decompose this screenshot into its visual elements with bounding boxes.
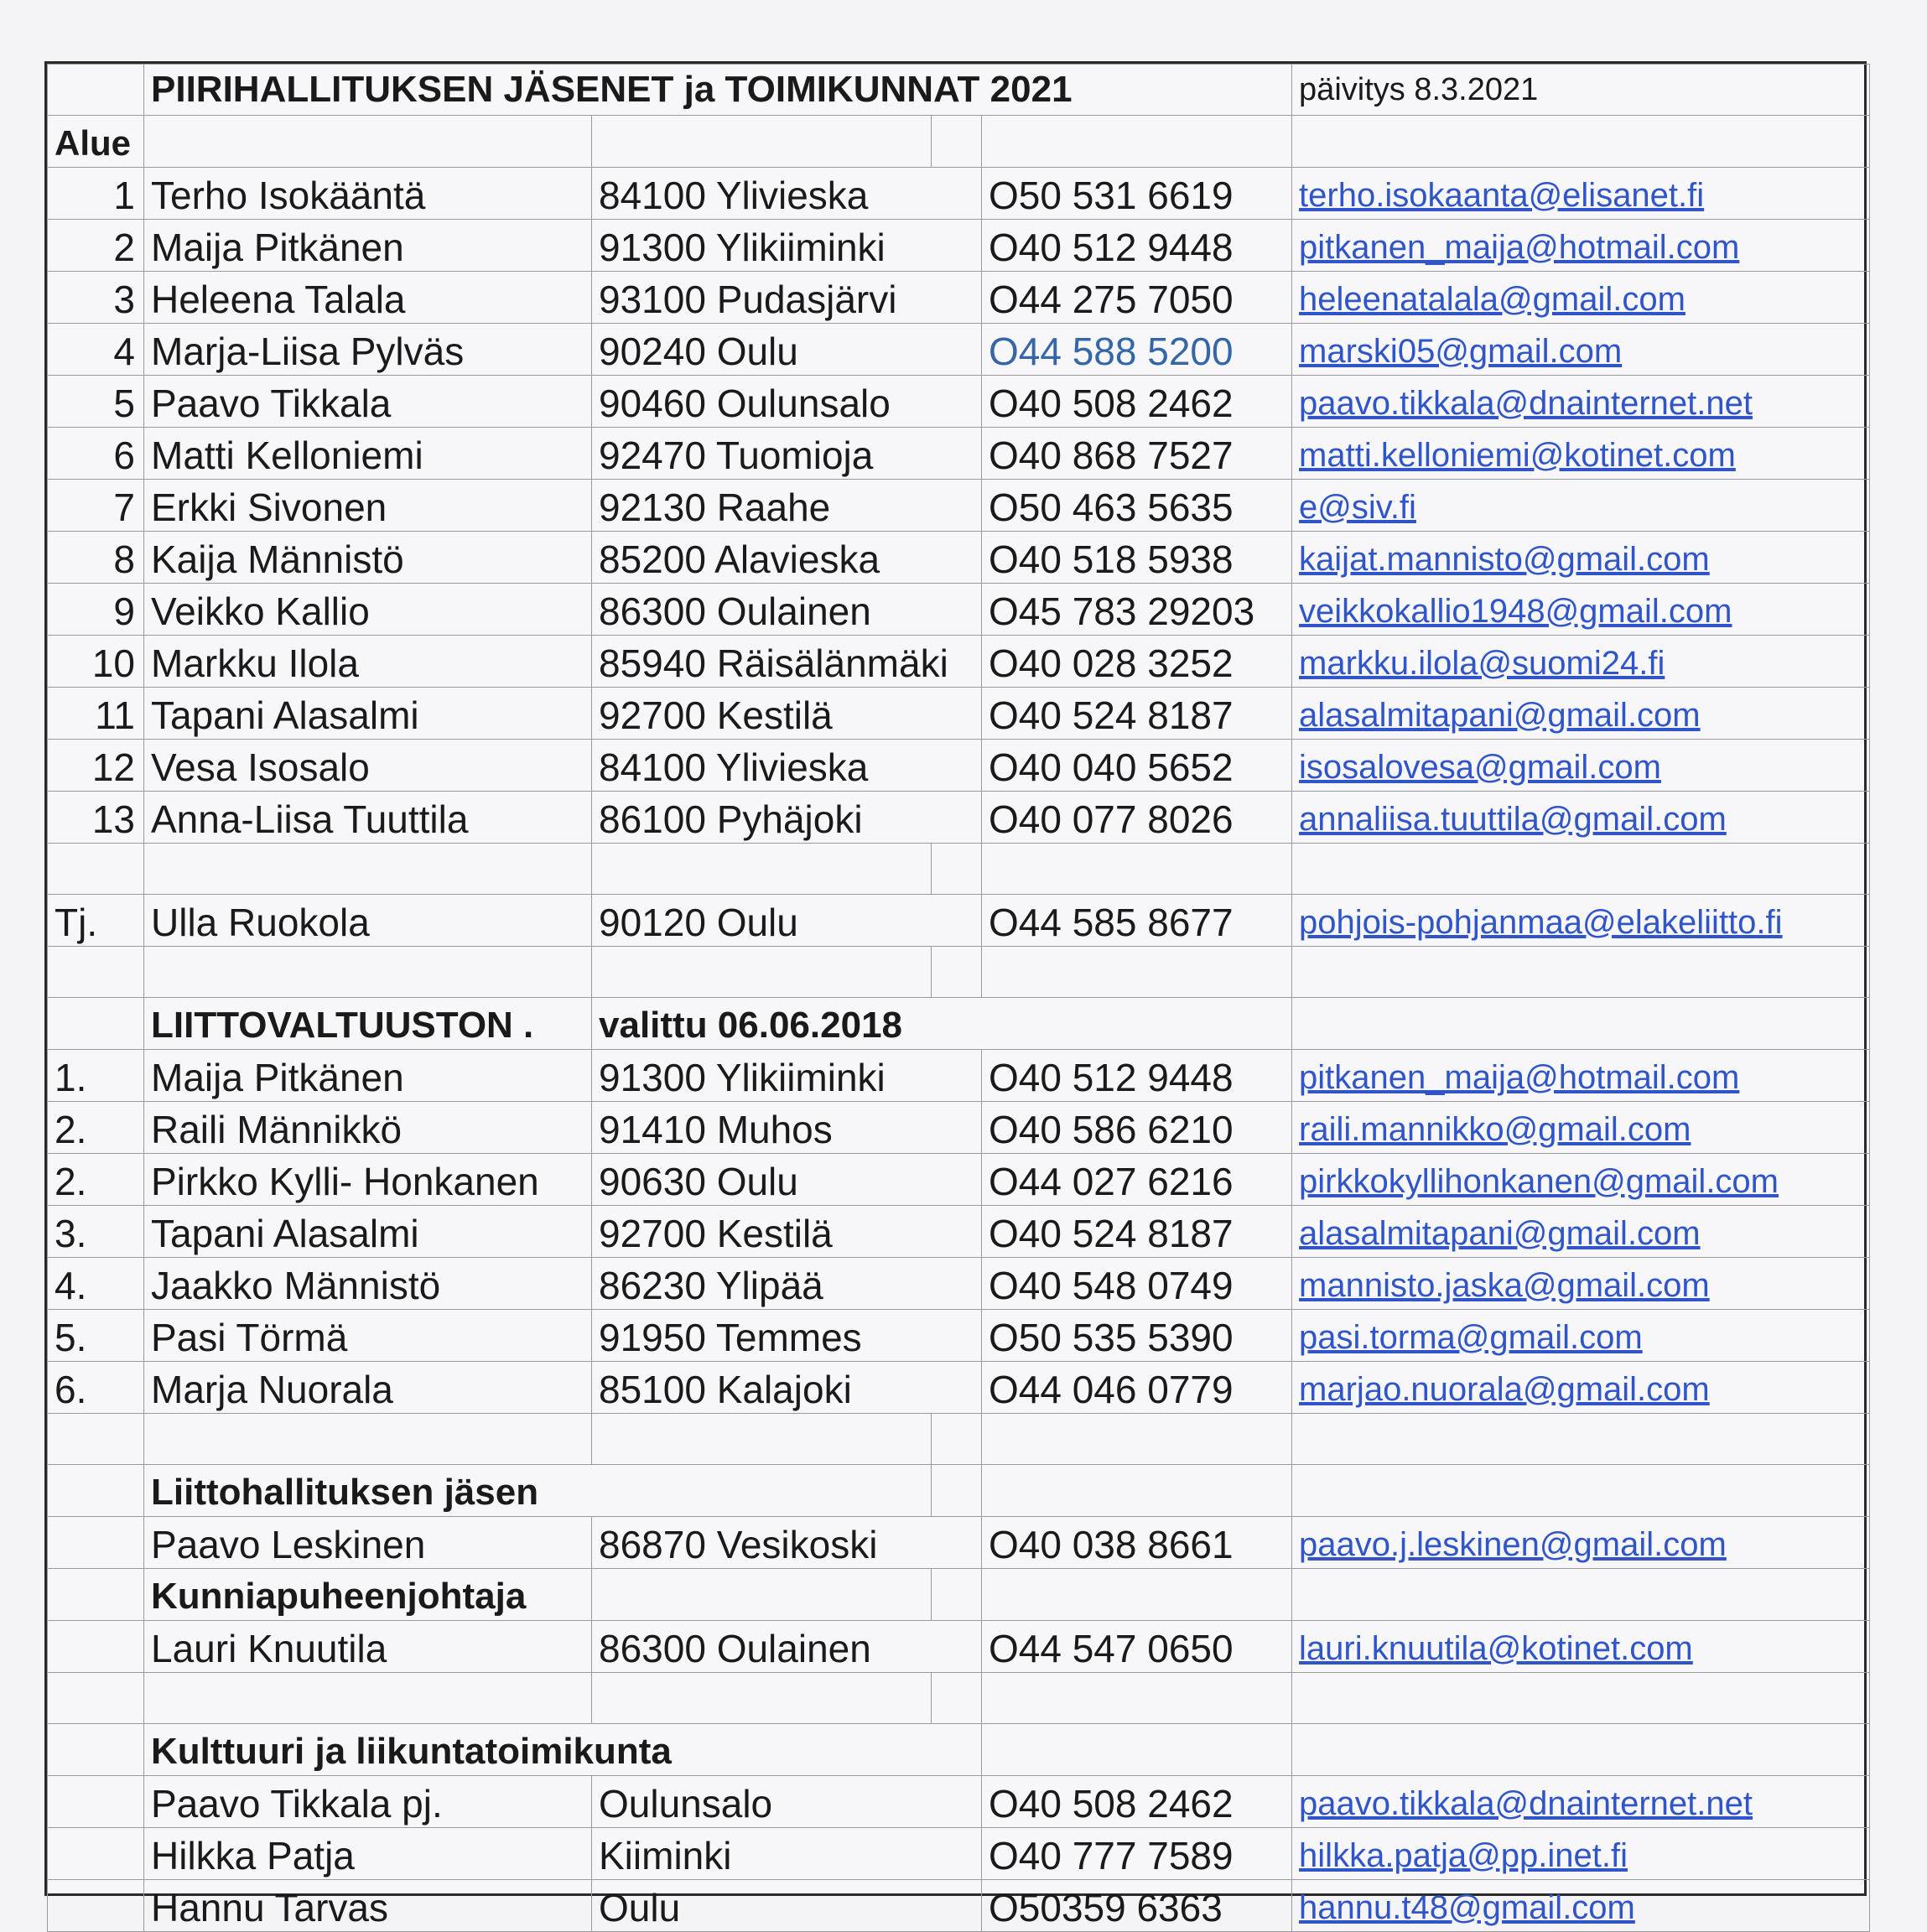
board-member-row <box>48 584 1870 636</box>
member-phone: O40 077 8026 <box>982 792 1292 844</box>
member-city: 92700 Kestilä <box>592 688 982 740</box>
member-email[interactable]: e@siv.fi <box>1292 480 1870 532</box>
row-number: 11 <box>48 688 144 740</box>
member-phone: O40 548 0749 <box>982 1258 1292 1310</box>
member-name: Tapani Alasalmi <box>144 1206 592 1258</box>
spacer-row <box>48 947 1870 998</box>
member-email[interactable]: isosalovesa@gmail.com <box>1292 740 1870 792</box>
board-member-row <box>48 324 1870 376</box>
board-member-row <box>48 740 1870 792</box>
member-phone: O44 588 5200 <box>982 324 1292 376</box>
area-label-row <box>48 116 1870 168</box>
member-email[interactable]: annaliisa.tuuttila@gmail.com <box>1292 792 1870 844</box>
row-number: 6. <box>48 1362 144 1414</box>
member-city: 92700 Kestilä <box>592 1206 982 1258</box>
member-name: Paavo Tikkala <box>144 376 592 428</box>
member-name: Erkki Sivonen <box>144 480 592 532</box>
council-member-row <box>48 1362 1870 1414</box>
member-city: 84100 Ylivieska <box>592 740 982 792</box>
member-name: Raili Männikkö <box>144 1102 592 1154</box>
row-number: 10 <box>48 636 144 688</box>
council-member-row <box>48 1050 1870 1102</box>
member-name: Maija Pitkänen <box>144 220 592 272</box>
member-phone: O45 783 29203 <box>982 584 1292 636</box>
member-name: Paavo Tikkala pj. <box>144 1776 592 1828</box>
culture-heading-row <box>48 1724 1870 1776</box>
member-phone: O44 585 8677 <box>982 895 1292 947</box>
member-email[interactable]: heleenatalala@gmail.com <box>1292 272 1870 324</box>
council-member-row <box>48 1154 1870 1206</box>
board-member-row <box>48 792 1870 844</box>
member-name: Kaija Männistö <box>144 532 592 584</box>
member-email[interactable]: raili.mannikko@gmail.com <box>1292 1102 1870 1154</box>
member-city: 91410 Muhos <box>592 1102 982 1154</box>
member-name: Ulla Ruokola <box>144 895 592 947</box>
member-email[interactable]: alasalmitapani@gmail.com <box>1292 1206 1870 1258</box>
row-number: 8 <box>48 532 144 584</box>
board-member-row <box>48 480 1870 532</box>
member-email[interactable]: pitkanen_maija@hotmail.com <box>1292 1050 1870 1102</box>
member-email[interactable]: pohjois-pohjanmaa@elakeliitto.fi <box>1292 895 1870 947</box>
member-phone: O44 547 0650 <box>982 1621 1292 1673</box>
member-city: 86230 Ylipää <box>592 1258 982 1310</box>
board-member-row <box>48 636 1870 688</box>
member-name: Marja Nuorala <box>144 1362 592 1414</box>
section-heading: Kunniapuheenjohtaja <box>144 1569 592 1621</box>
member-name: Maija Pitkänen <box>144 1050 592 1102</box>
union-board-member-row <box>48 1517 1870 1569</box>
member-email[interactable]: paavo.tikkala@dnainternet.net <box>1292 376 1870 428</box>
council-member-row <box>48 1102 1870 1154</box>
culture-member-row <box>48 1880 1870 1932</box>
row-number: 2. <box>48 1154 144 1206</box>
member-city: 85100 Kalajoki <box>592 1362 982 1414</box>
row-number <box>48 1776 144 1828</box>
member-email[interactable]: paavo.j.leskinen@gmail.com <box>1292 1517 1870 1569</box>
row-number: 13 <box>48 792 144 844</box>
member-name: Matti Kelloniemi <box>144 428 592 480</box>
contact-table <box>47 64 1870 1932</box>
member-phone: O50 531 6619 <box>982 168 1292 220</box>
member-phone: O50 535 5390 <box>982 1310 1292 1362</box>
member-email[interactable]: markku.ilola@suomi24.fi <box>1292 636 1870 688</box>
member-name: Hannu Tarvas <box>144 1880 592 1932</box>
document-sheet <box>44 61 1867 1929</box>
row-number: Tj. <box>48 895 144 947</box>
member-name: Pirkko Kylli- Honkanen <box>144 1154 592 1206</box>
board-member-row <box>48 688 1870 740</box>
member-name: Marja-Liisa Pylväs <box>144 324 592 376</box>
council-members <box>48 1050 1870 1414</box>
board-member-row <box>48 376 1870 428</box>
member-name: Jaakko Männistö <box>144 1258 592 1310</box>
member-email[interactable]: alasalmitapani@gmail.com <box>1292 688 1870 740</box>
member-email[interactable]: veikkokallio1948@gmail.com <box>1292 584 1870 636</box>
honorary-heading-row <box>48 1569 1870 1621</box>
board-member-row <box>48 168 1870 220</box>
member-city: 84100 Ylivieska <box>592 168 982 220</box>
board-member-row <box>48 272 1870 324</box>
row-number <box>48 1880 144 1932</box>
member-name: Tapani Alasalmi <box>144 688 592 740</box>
union-board-heading-row <box>48 1465 1870 1517</box>
member-email[interactable]: paavo.tikkala@dnainternet.net <box>1292 1776 1870 1828</box>
row-number: 5 <box>48 376 144 428</box>
row-number: 12 <box>48 740 144 792</box>
member-email[interactable]: pitkanen_maija@hotmail.com <box>1292 220 1870 272</box>
member-city: Oulunsalo <box>592 1776 982 1828</box>
member-city: 90460 Oulunsalo <box>592 376 982 428</box>
council-member-row <box>48 1310 1870 1362</box>
member-city: Oulu <box>592 1880 982 1932</box>
row-number: 4 <box>48 324 144 376</box>
member-phone: O40 040 5652 <box>982 740 1292 792</box>
row-number: 1 <box>48 168 144 220</box>
row-number: 4. <box>48 1258 144 1310</box>
culture-member-row <box>48 1828 1870 1880</box>
row-number: 1. <box>48 1050 144 1102</box>
row-number: 6 <box>48 428 144 480</box>
member-email[interactable]: lauri.knuutila@kotinet.com <box>1292 1621 1870 1673</box>
member-city: 91950 Temmes <box>592 1310 982 1362</box>
member-phone: O40 512 9448 <box>982 1050 1292 1102</box>
member-phone: O40 518 5938 <box>982 532 1292 584</box>
member-city: 85200 Alavieska <box>592 532 982 584</box>
member-city: 93100 Pudasjärvi <box>592 272 982 324</box>
director-row <box>48 895 1870 947</box>
row-number <box>48 1828 144 1880</box>
member-email[interactable]: kaijat.mannisto@gmail.com <box>1292 532 1870 584</box>
board-members <box>48 168 1870 844</box>
section-heading: Liittohallituksen jäsen <box>144 1465 932 1517</box>
member-phone: O50359 6363 <box>982 1880 1292 1932</box>
member-name: Terho Isokääntä <box>144 168 592 220</box>
member-name: Vesa Isosalo <box>144 740 592 792</box>
row-number: 7 <box>48 480 144 532</box>
member-name: Paavo Leskinen <box>144 1517 592 1569</box>
spacer-row <box>48 844 1870 895</box>
member-city: 86300 Oulainen <box>592 584 982 636</box>
member-email[interactable]: terho.isokaanta@elisanet.fi <box>1292 168 1870 220</box>
row-number: 5. <box>48 1310 144 1362</box>
member-email[interactable]: hannu.t48@gmail.com <box>1292 1880 1870 1932</box>
member-city: 86870 Vesikoski <box>592 1517 982 1569</box>
member-phone: O40 508 2462 <box>982 376 1292 428</box>
member-city: 92470 Tuomioja <box>592 428 982 480</box>
honorary-member-row <box>48 1621 1870 1673</box>
member-phone: O44 046 0779 <box>982 1362 1292 1414</box>
member-email[interactable]: hilkka.patja@pp.inet.fi <box>1292 1828 1870 1880</box>
member-phone: O40 508 2462 <box>982 1776 1292 1828</box>
member-city: 86300 Oulainen <box>592 1621 982 1673</box>
board-member-row <box>48 532 1870 584</box>
page-title: PIIRIHALLITUKSEN JÄSENET ja TOIMIKUNNAT 2021 <box>144 65 1292 116</box>
row-number: 2. <box>48 1102 144 1154</box>
member-phone: O40 524 8187 <box>982 688 1292 740</box>
member-city: 90630 Oulu <box>592 1154 982 1206</box>
member-name: Hilkka Patja <box>144 1828 592 1880</box>
update-date: päivitys 8.3.2021 <box>1292 65 1870 116</box>
section-heading: Kulttuuri ja liikuntatoimikunta <box>144 1724 982 1776</box>
member-phone: O40 038 8661 <box>982 1517 1292 1569</box>
member-phone: O44 027 6216 <box>982 1154 1292 1206</box>
member-city: 86100 Pyhäjoki <box>592 792 982 844</box>
member-city: 92130 Raahe <box>592 480 982 532</box>
member-phone: O40 512 9448 <box>982 220 1292 272</box>
member-phone: O40 777 7589 <box>982 1828 1292 1880</box>
member-city: 91300 Ylikiiminki <box>592 1050 982 1102</box>
council-member-row <box>48 1206 1870 1258</box>
member-phone: O50 463 5635 <box>982 480 1292 532</box>
member-email[interactable]: pasi.torma@gmail.com <box>1292 1310 1870 1362</box>
member-name: Heleena Talala <box>144 272 592 324</box>
title-row <box>48 65 1870 116</box>
board-member-row <box>48 428 1870 480</box>
member-city: 90120 Oulu <box>592 895 982 947</box>
member-city: 85940 Räisälänmäki <box>592 636 982 688</box>
member-phone: O40 586 6210 <box>982 1102 1292 1154</box>
area-label: Alue <box>48 116 144 168</box>
spacer-row <box>48 1673 1870 1724</box>
member-email[interactable]: marski05@gmail.com <box>1292 324 1870 376</box>
member-city: 91300 Ylikiiminki <box>592 220 982 272</box>
member-email[interactable]: matti.kelloniemi@kotinet.com <box>1292 428 1870 480</box>
member-phone: O44 275 7050 <box>982 272 1292 324</box>
member-name: Lauri Knuutila <box>144 1621 592 1673</box>
culture-members <box>48 1776 1870 1932</box>
member-email[interactable]: pirkkokyllihonkanen@gmail.com <box>1292 1154 1870 1206</box>
member-phone: O40 028 3252 <box>982 636 1292 688</box>
member-email[interactable]: marjao.nuorala@gmail.com <box>1292 1362 1870 1414</box>
board-member-row <box>48 220 1870 272</box>
section-heading: LIITTOVALTUUSTON . <box>144 998 592 1050</box>
row-number: 3 <box>48 272 144 324</box>
member-name: Markku Ilola <box>144 636 592 688</box>
member-email[interactable]: mannisto.jaska@gmail.com <box>1292 1258 1870 1310</box>
member-name: Anna-Liisa Tuuttila <box>144 792 592 844</box>
member-city: Kiiminki <box>592 1828 982 1880</box>
member-phone: O40 868 7527 <box>982 428 1292 480</box>
member-name: Veikko Kallio <box>144 584 592 636</box>
row-number: 2 <box>48 220 144 272</box>
council-heading-row <box>48 998 1870 1050</box>
member-phone: O40 524 8187 <box>982 1206 1292 1258</box>
row-number: 3. <box>48 1206 144 1258</box>
member-city: 90240 Oulu <box>592 324 982 376</box>
member-name: Pasi Törmä <box>144 1310 592 1362</box>
section-subheading: valittu 06.06.2018 <box>592 998 1292 1050</box>
spacer-row <box>48 1414 1870 1465</box>
culture-member-row <box>48 1776 1870 1828</box>
council-member-row <box>48 1258 1870 1310</box>
row-number: 9 <box>48 584 144 636</box>
